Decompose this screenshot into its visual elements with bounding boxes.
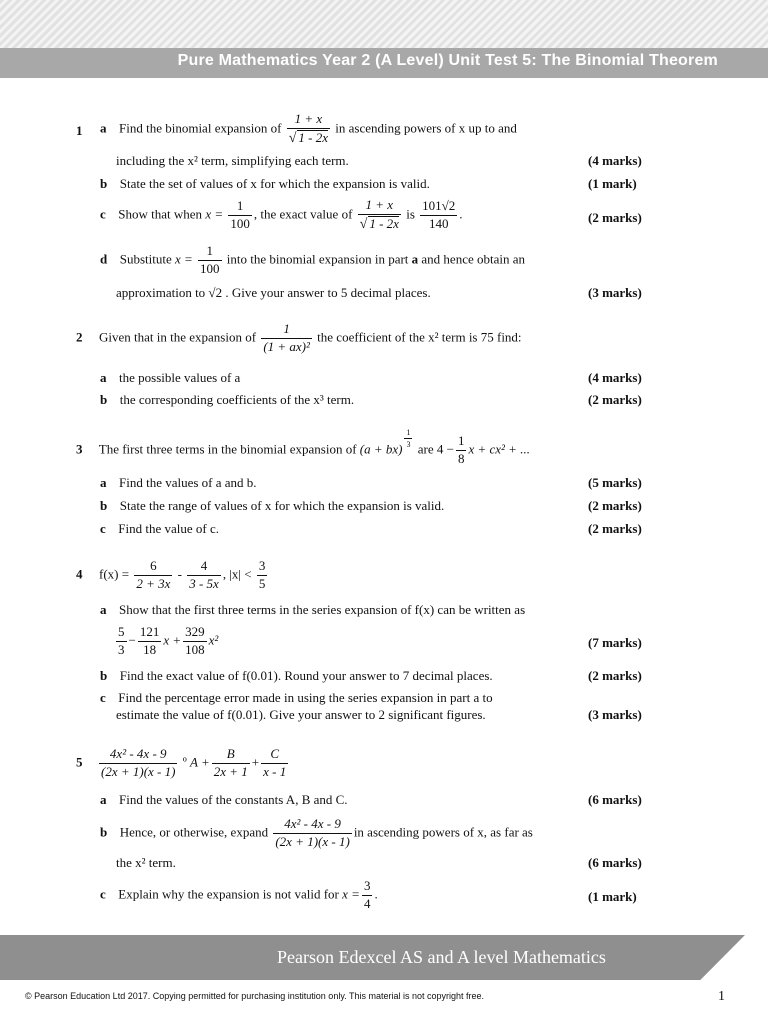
part-label: a: [100, 370, 107, 385]
marks: (6 marks): [588, 792, 642, 807]
q5b-text: Hence, or otherwise, expand: [119, 824, 269, 840]
q5b-text-line2: the x² term.: [116, 855, 176, 870]
series-fraction: [183, 625, 207, 658]
fraction-numerator: 6: [134, 559, 172, 576]
fraction-denominator: 3 - 5x: [189, 575, 219, 591]
q1d-fraction: [198, 244, 222, 277]
fraction-denominator: 1 - 2x: [369, 215, 399, 231]
q1c-fraction2: $\frac{1 + x}{√ 1 - 2x}$: [359, 197, 399, 232]
q4-fraction1: [134, 559, 172, 592]
q5c-text: Explain why the expansion is not valid for: [118, 886, 339, 902]
q4-condition: , |x| <: [222, 566, 252, 582]
fraction-denominator: 100: [200, 260, 220, 276]
fraction-denominator: (2x + 1)(x - 1): [101, 763, 176, 779]
q1d-text-cont: into the binomial expansion in part: [226, 251, 409, 267]
marks: (1 mark): [588, 176, 637, 191]
fraction-denominator: (2x + 1)(x - 1): [275, 833, 350, 849]
q3-text: The first three terms in the binomial expansion of: [98, 441, 357, 457]
fraction-denominator: 3: [406, 440, 411, 450]
q5a-text: Find the values of the constants A, B and C.: [119, 792, 348, 807]
fraction-denominator: 1 - 2x: [298, 129, 329, 145]
q4c-text-line2: estimate the value of f(0.01). Give your answer to 2 significant figures.: [116, 707, 486, 722]
part-label: b: [100, 824, 108, 840]
q1d-text-line2: approximation to √2 . Give your answer to 5 decimal places.: [116, 285, 431, 300]
q5-fraction: [99, 747, 177, 780]
question-number: 1: [76, 123, 83, 138]
fraction-denominator: 4: [363, 895, 371, 911]
fraction-numerator: 4x² - 4x - 9: [273, 817, 351, 834]
q3-term: 4 −: [436, 441, 454, 457]
part-label: b: [100, 392, 108, 407]
question-number: 4: [76, 566, 83, 582]
q3-line: [76, 428, 530, 467]
q3-expression: (a + bx): [359, 441, 403, 457]
part-label: c: [100, 690, 106, 705]
part-label: a: [100, 120, 107, 136]
q2-text: Given that in the expansion of: [99, 329, 257, 345]
q5b-text-cont: in ascending powers of x, as far as: [353, 824, 533, 840]
q5c-line: [100, 879, 378, 912]
fraction-denominator: 100: [230, 216, 250, 232]
fraction-numerator: 1: [456, 434, 467, 451]
marks: (1 mark): [588, 889, 637, 904]
marks: (6 marks): [588, 855, 642, 870]
q2a-text: the possible values of a: [119, 370, 241, 385]
q1a-line: [100, 112, 517, 147]
q1c-text: Show that when: [118, 206, 203, 222]
q2b-line: [100, 393, 354, 406]
q3-fraction: [456, 434, 467, 467]
q1d-line: [100, 244, 525, 277]
marks: (3 marks): [588, 707, 642, 722]
q1d-x: x =: [175, 251, 193, 267]
q1a-text-line2: including the x² term, simplifying each term.: [116, 153, 349, 168]
fraction-denominator: 140: [428, 216, 449, 232]
question-number: 2: [76, 329, 83, 345]
fraction-denominator: 18: [143, 641, 157, 657]
q1c-x: x =: [205, 206, 224, 222]
q1d-text-cont2: and hence obtain an: [421, 251, 525, 267]
q5-C-fraction: [261, 747, 288, 780]
q3a-text: Find the values of a and b.: [119, 475, 257, 490]
fraction-numerator: B: [212, 747, 250, 764]
marks: (2 marks): [588, 521, 642, 536]
marks: (2 marks): [588, 498, 642, 513]
q3c-line: [100, 522, 219, 535]
q3a-line: [100, 476, 257, 489]
fraction-numerator: 121: [138, 625, 162, 642]
q5-plus: +: [251, 754, 260, 770]
q5c-end: .: [374, 886, 378, 902]
q3-exponent: [404, 428, 412, 449]
part-label: b: [100, 668, 108, 683]
fraction-numerator: 3: [362, 879, 373, 896]
fraction-numerator: 1 + x: [358, 198, 401, 215]
q2-fraction: [261, 322, 312, 355]
q4b-line: [100, 669, 493, 682]
part-label: c: [100, 521, 106, 536]
q1c-line: [100, 198, 463, 233]
q5c-fraction: [362, 879, 373, 912]
fraction-numerator: 101√2: [420, 199, 457, 216]
q5c-x: x =: [342, 886, 360, 902]
series-operator: −: [128, 632, 136, 648]
q5-B-fraction: [212, 747, 250, 780]
part-reference: a: [411, 251, 419, 267]
q1c-fraction3: [420, 199, 457, 232]
q3c-text: Find the value of c.: [118, 521, 220, 536]
fraction-numerator: 1: [228, 199, 252, 216]
q5-line: [76, 747, 290, 780]
q2-line: [76, 322, 522, 355]
fraction-numerator: 1: [198, 244, 222, 261]
part-label: b: [100, 498, 108, 513]
page-title: Pure Mathematics Year 2 (A Level) Unit Test 5: The Binomial Theorem: [177, 52, 718, 69]
copyright-notice: © Pearson Education Ltd 2017. Copying permitted for purchasing institution only. This material is not copyright free.: [25, 991, 485, 1001]
q4-fraction2: [187, 559, 221, 592]
q5b-line: [100, 817, 533, 850]
q4-line: [76, 559, 269, 592]
q3-term-cont: x + cx² + ...: [468, 441, 530, 457]
q1c-is: is: [406, 206, 415, 222]
q5a-line: [100, 793, 348, 806]
marks: (2 marks): [588, 668, 642, 683]
question-number: 5: [76, 754, 83, 770]
q4-minus: -: [177, 566, 182, 582]
q1a-text: Find the binomial expansion of: [119, 120, 282, 136]
fraction-denominator: 3: [118, 641, 125, 657]
fraction-numerator: 3: [257, 559, 268, 576]
q1d-text: Substitute: [119, 251, 172, 267]
fraction-denominator: 108: [185, 641, 205, 657]
part-label: a: [100, 602, 107, 617]
q1c-fraction: [228, 199, 252, 232]
question-number: 3: [76, 441, 83, 457]
q3b-line: [100, 499, 444, 512]
fraction-numerator: 1 + x: [287, 112, 330, 129]
fraction-denominator: x - 1: [263, 763, 287, 779]
part-label: b: [100, 176, 108, 191]
q1c-end: .: [459, 206, 463, 222]
series-term: x²: [208, 632, 219, 648]
q1b-line: [100, 177, 430, 190]
fraction-numerator: 4x² - 4x - 9: [99, 747, 177, 764]
q2b-text: the corresponding coefficients of the x³ term.: [119, 392, 355, 407]
q1c-text-cont: , the exact value of: [253, 206, 353, 222]
fraction-denominator: 2x + 1: [213, 763, 248, 779]
q4b-text: Find the exact value of f(0.01). Round your answer to 7 decimal places.: [119, 668, 493, 683]
q1b-text: State the set of values of x for which the expansion is valid.: [119, 176, 430, 191]
fraction-denominator: 2 + 3x: [136, 575, 171, 591]
q5-equiv: º: [182, 754, 187, 770]
marks: (5 marks): [588, 475, 642, 490]
q4c-line: [100, 691, 493, 704]
q5-A: A +: [190, 754, 210, 770]
part-label: d: [100, 251, 108, 267]
q4-cond-fraction: [257, 559, 268, 592]
q2-text-cont: the coefficient of the x² term is 75 find:: [317, 329, 522, 345]
part-label: a: [100, 475, 107, 490]
q4a-text: Show that the first three terms in the series expansion of f(x) can be written as: [119, 602, 526, 617]
q2a-line: [100, 371, 240, 384]
marks: (4 marks): [588, 370, 642, 385]
page-number: 1: [718, 989, 725, 1004]
fraction-denominator: 5: [258, 575, 266, 591]
series-fraction: [116, 625, 127, 658]
fraction-numerator: 1: [261, 322, 312, 339]
fraction-numerator: 1: [404, 428, 412, 439]
q3-are: are: [417, 441, 434, 457]
footer-title: Pearson Edexcel AS and A level Mathematics: [277, 947, 606, 967]
part-label: c: [100, 886, 106, 902]
q1a-fraction: $\frac{1 + x}{√ 1 - 2x}$: [288, 111, 329, 146]
marks: (2 marks): [588, 392, 642, 407]
marks: (2 marks): [588, 210, 642, 225]
fraction-numerator: C: [261, 747, 288, 764]
fraction-numerator: 329: [183, 625, 207, 642]
part-label: a: [100, 792, 107, 807]
q1a-text-cont: in ascending powers of x up to and: [335, 120, 517, 136]
q3b-text: State the range of values of x for which the expansion is valid.: [119, 498, 445, 513]
fraction-denominator: 8: [457, 450, 465, 466]
series-term: x +: [163, 632, 182, 648]
fraction-numerator: 4: [187, 559, 221, 576]
fraction-numerator: 5: [116, 625, 127, 642]
q4a-line: [100, 603, 525, 616]
part-label: c: [100, 206, 106, 222]
q4-series: [114, 625, 218, 658]
series-fraction: [138, 625, 162, 658]
q5b-fraction: [273, 817, 351, 850]
q4c-text: Find the percentage error made in using the series expansion in part a to: [118, 690, 493, 705]
marks: (7 marks): [588, 635, 642, 650]
q4-fx: f(x) =: [99, 566, 130, 582]
marks: (4 marks): [588, 153, 642, 168]
marks: (3 marks): [588, 285, 642, 300]
fraction-denominator: (1 + ax)²: [263, 338, 310, 354]
